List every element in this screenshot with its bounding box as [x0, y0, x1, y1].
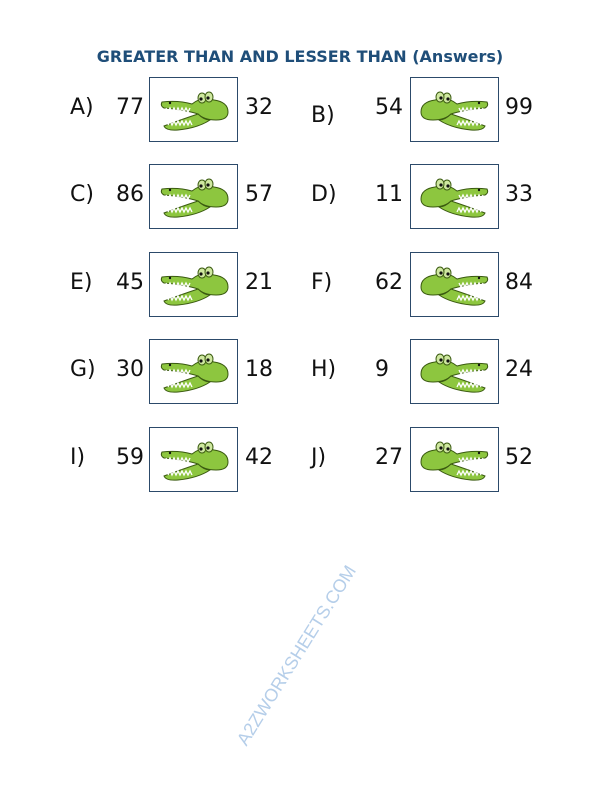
crocodile-icon	[419, 261, 491, 309]
left-number: 11	[375, 182, 403, 207]
left-number: 30	[116, 357, 144, 382]
right-number: 18	[245, 357, 273, 382]
right-number: 21	[245, 270, 273, 295]
problem-d	[0, 164, 600, 228]
right-number: 52	[505, 445, 533, 470]
right-number: 32	[245, 95, 273, 120]
left-number: 27	[375, 445, 403, 470]
right-number: 57	[245, 182, 273, 207]
left-number: 45	[116, 270, 144, 295]
crocodile-icon	[419, 348, 491, 396]
left-number: 54	[375, 95, 403, 120]
left-number: 86	[116, 182, 144, 207]
problem-label: E)	[70, 270, 93, 295]
problem-label: B)	[311, 103, 335, 128]
right-number: 42	[245, 445, 273, 470]
right-number: 24	[505, 357, 533, 382]
right-number: 99	[505, 95, 533, 120]
problem-label: H)	[311, 357, 337, 382]
left-number: 77	[116, 95, 144, 120]
problem-label: I)	[70, 445, 86, 470]
left-number: 62	[375, 270, 403, 295]
crocodile-icon	[419, 173, 491, 221]
problem-f	[0, 252, 600, 316]
problem-label: G)	[70, 357, 96, 382]
left-number: 59	[116, 445, 144, 470]
problem-h	[0, 339, 600, 403]
comparison-box	[410, 77, 499, 142]
problem-j	[0, 427, 600, 491]
problem-b	[0, 77, 600, 141]
problem-label: A)	[70, 95, 94, 120]
crocodile-icon	[419, 86, 491, 134]
problem-label: F)	[311, 270, 333, 295]
right-number: 84	[505, 270, 533, 295]
right-number: 33	[505, 182, 533, 207]
comparison-box	[410, 252, 499, 317]
comparison-box	[410, 339, 499, 404]
page-title: GREATER THAN AND LESSER THAN (Answers)	[96, 47, 504, 66]
problem-label: C)	[70, 182, 94, 207]
crocodile-icon	[419, 436, 491, 484]
problem-label: D)	[311, 182, 337, 207]
problem-label: J)	[311, 445, 327, 470]
left-number: 9	[375, 357, 389, 382]
comparison-box	[410, 164, 499, 229]
comparison-box	[410, 427, 499, 492]
watermark: A2ZWORKSHEETS.COM	[232, 561, 361, 749]
